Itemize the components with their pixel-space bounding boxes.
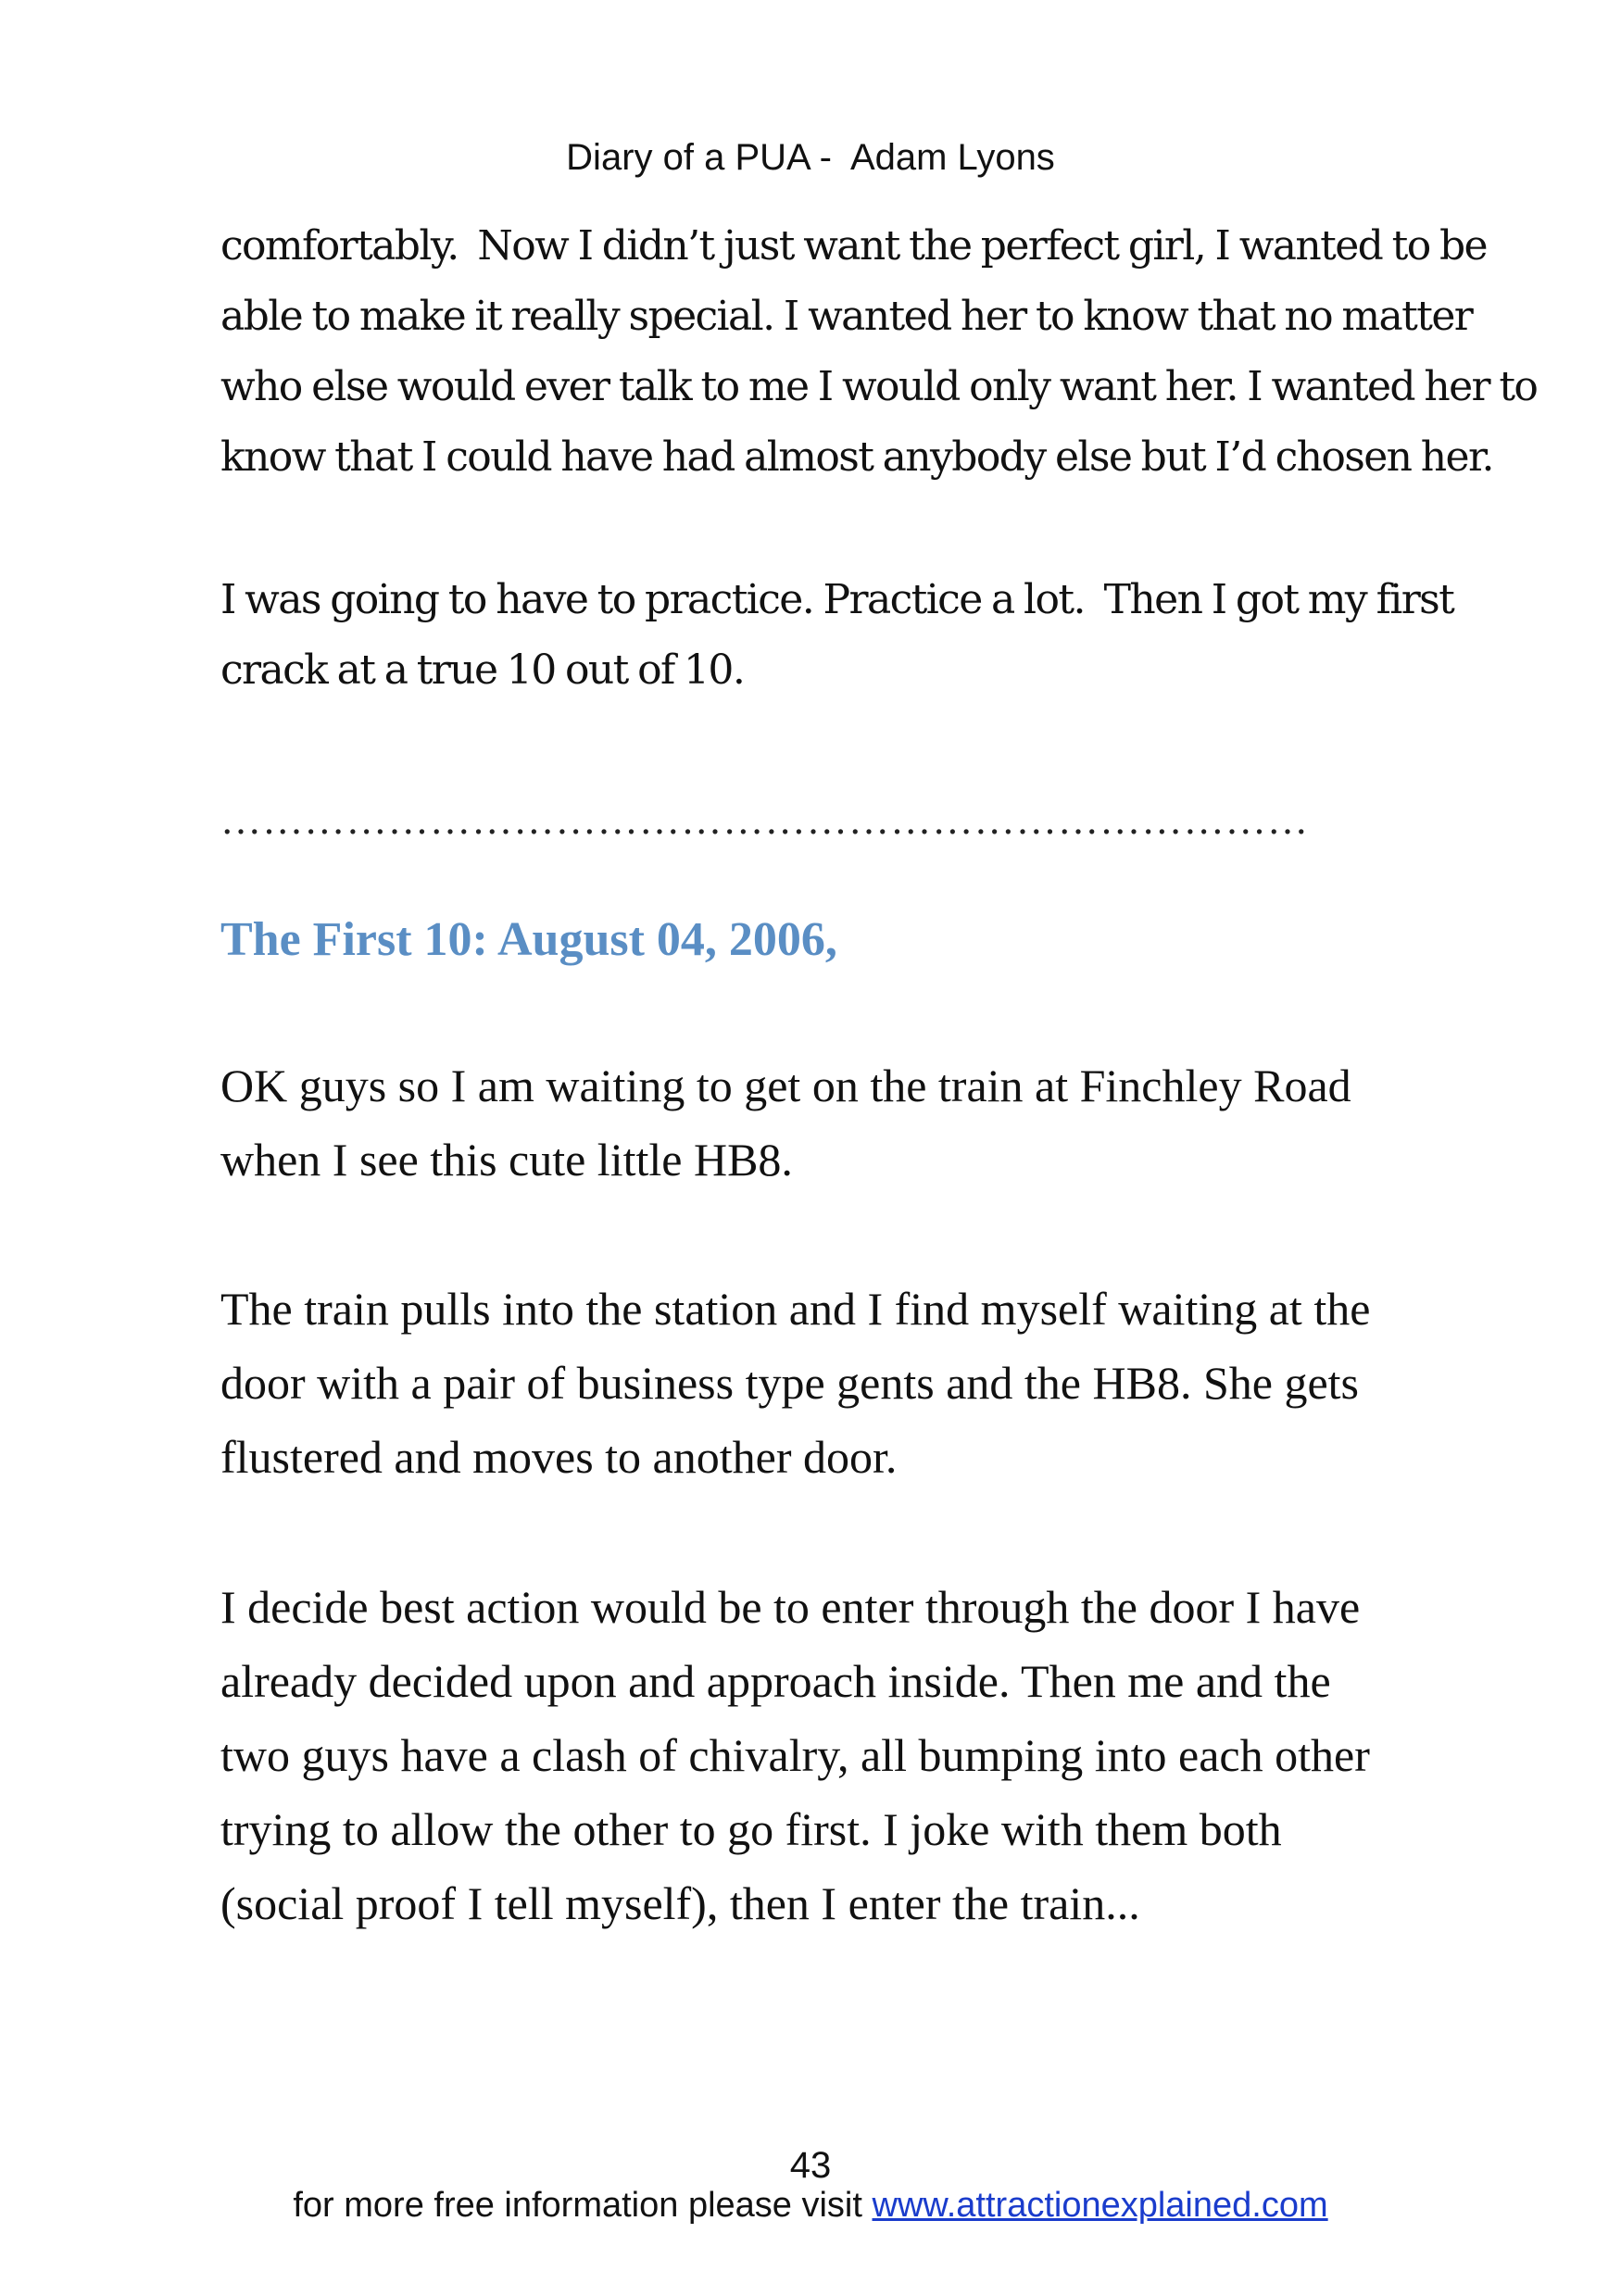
footer [0,2186,1621,2226]
text-line: OK guys so I am waiting to get on the train at Finchley Road [220,1060,1351,1111]
footer-link[interactable]: www.attractionexplained.com [872,2186,1328,2225]
footer-text: for more free information please visit [293,2186,873,2225]
paragraph [220,1570,1425,1940]
paragraph [220,565,1454,706]
text-line: know that I could have had almost anybody else but I’d chosen her. [220,433,1493,481]
text-line: when I see this cute little HB8. [220,1134,793,1186]
text-line: two guys have a clash of chivalry, all bumping into each other [220,1729,1370,1781]
paragraph [220,1272,1425,1494]
paragraph [220,1048,1425,1197]
text-line: I decide best action would be to enter through the door I have [220,1581,1361,1633]
text-line: I was going to have to practice. Practice a lot. Then I got my first [220,576,1454,623]
text-line: comfortably. Now I didn’t just want the perfect girl, I wanted to be [220,222,1487,270]
text-line: crack at a true 10 out of 10. [220,646,745,694]
text-line: able to make it really special. I wanted her to know that no matter [220,293,1473,340]
text-line: already decided upon and approach inside. Then me and the [220,1655,1331,1707]
running-header: Diary of a PUA - Adam Lyons [566,137,1055,178]
text-line: flustered and moves to another door. [220,1431,898,1483]
text-line: The train pulls into the station and I find myself waiting at the [220,1283,1371,1335]
text-line: trying to allow the other to go first. I joke with them both [220,1803,1282,1855]
paragraph [220,211,1538,493]
page-number: 43 [789,2145,832,2186]
section-heading: The First 10: August 04, 2006, [220,913,837,966]
text-line: who else would ever talk to me I would only want her. I wanted her to [220,363,1538,410]
dotted-divider: …………………………………………………………………… [220,797,1310,843]
text-line: (social proof I tell myself), then I enter the train... [220,1877,1140,1929]
text-line: door with a pair of business type gents and the HB8. She gets [220,1357,1359,1409]
